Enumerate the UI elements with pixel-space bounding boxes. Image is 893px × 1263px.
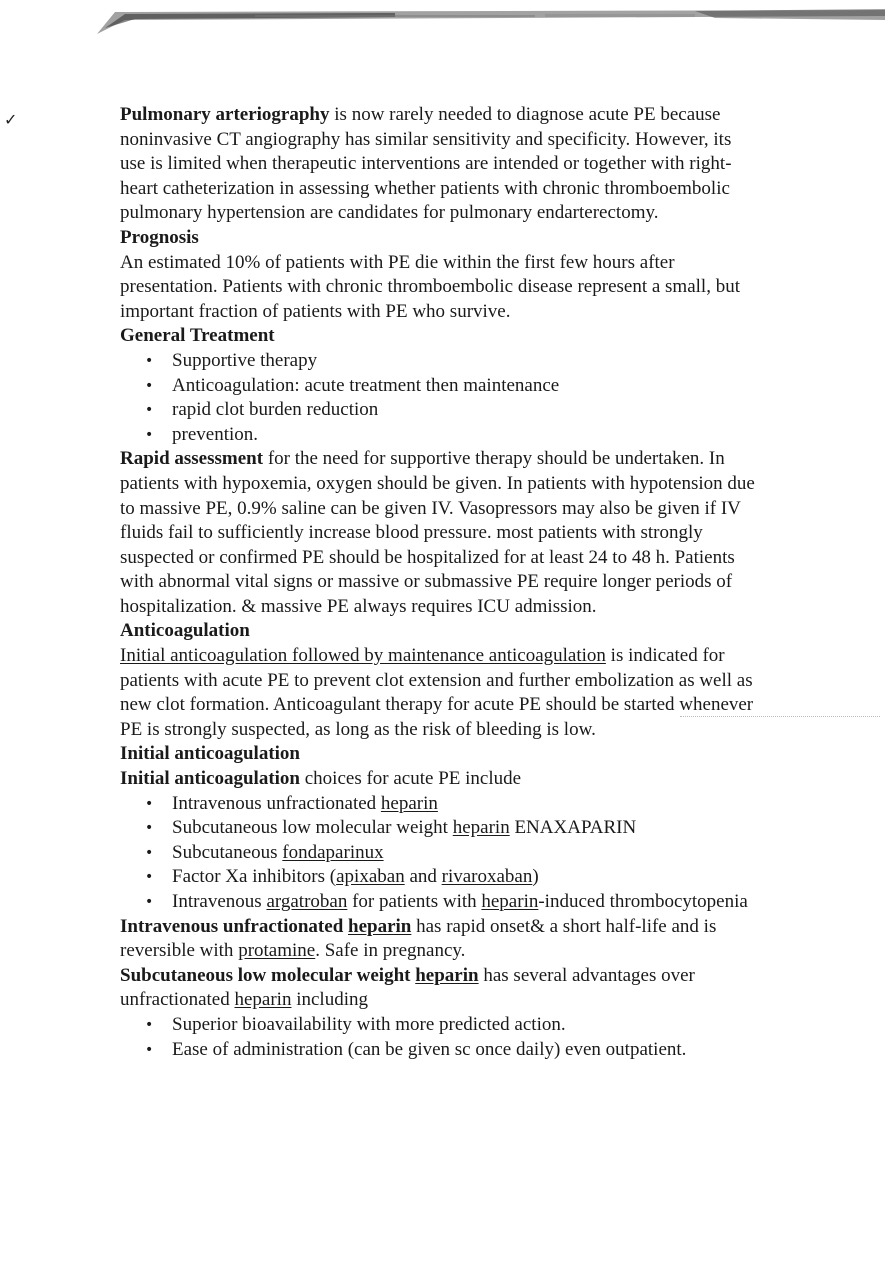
initial-anticoagulation-list [120, 792, 760, 915]
document-page [120, 103, 760, 1062]
lmwh-advantages-list [120, 1013, 760, 1062]
prognosis-heading: Prognosis [120, 226, 199, 248]
list-item: • Ease of administration (can be given sc once daily) even outpatient. [172, 1038, 760, 1063]
rapid-assessment-paragraph: Rapid assessment for the need for supportive therapy should be undertaken. In patients with hypoxemia, oxygen should be given. In patients with hypotension due to massive PE, 0.9% saline can be given IV. Vasopressors may also be given if IV fluids fail to sufficiently increase blood pressure. most patients with strongly suspected or confirmed PE should be hospitalized for at least 24 to 48 h. Patients with abnormal vital signs or massive or submassive PE require longer periods of hospitalization. & massive PE always requires ICU admission. [120, 448, 755, 617]
anticoagulation-heading: Anticoagulation [120, 620, 250, 642]
list-item: • Subcutaneous low molecular weight heparin ENAXAPARIN [172, 816, 760, 841]
list-item: • Subcutaneous fondaparinux [172, 841, 760, 866]
list-item: • Superior bioavailability with more predicted action. [172, 1013, 760, 1038]
initial-anticoagulation-intro: Initial anticoagulation choices for acute PE include [120, 768, 522, 790]
list-item: • prevention. [172, 423, 760, 448]
list-item: • Anticoagulation: acute treatment then maintenance [172, 374, 760, 399]
list-item: • rapid clot burden reduction [172, 398, 760, 423]
pen-tick-mark: ✓ [4, 110, 18, 129]
list-item: • Supportive therapy [172, 349, 760, 374]
prognosis-paragraph: An estimated 10% of patients with PE die within the first few hours after presentation. Patients with chronic thromboembolic disease represent a small, but important fraction of patients with PE who survive. [120, 251, 740, 322]
general-treatment-heading: General Treatment [120, 325, 275, 347]
arteriography-paragraph: Pulmonary arteriography is now rarely needed to diagnose acute PE because noninvasive CT angiography has similar sensitivity and specificity. However, its use is limited when therapeutic interventions are intended or together with right-heart catheterization in assessing whether patients with chronic thromboembolic pulmonary hypertension are candidates for pulmonary endarterectomy. [120, 104, 732, 224]
list-item: • Intravenous unfractionated heparin [172, 792, 760, 817]
initial-anticoagulation-heading: Initial anticoagulation [120, 743, 300, 765]
anticoagulation-paragraph: Initial anticoagulation followed by maintenance anticoagulation is indicated for patients with acute PE to prevent clot extension and further embolization as well as new clot formation. Anticoagulant therapy for acute PE should be started whenever PE is strongly suspected, as long as the risk of bleeding is low. [120, 645, 754, 740]
scan-edge-artifact [95, 6, 885, 36]
general-treatment-list [120, 349, 760, 447]
list-item: • Factor Xa inhibitors (apixaban and rivaroxaban) [172, 865, 760, 890]
list-item: • Intravenous argatroban for patients with heparin-induced thrombocytopenia [172, 890, 760, 915]
lmwh-paragraph: Subcutaneous low molecular weight heparin has several advantages over unfractionated heparin including [120, 964, 695, 1011]
scan-dotted-line [680, 716, 880, 717]
ufh-paragraph: Intravenous unfractionated heparin has rapid onset& a short half-life and is reversible with protamine. Safe in pregnancy. [120, 915, 717, 962]
